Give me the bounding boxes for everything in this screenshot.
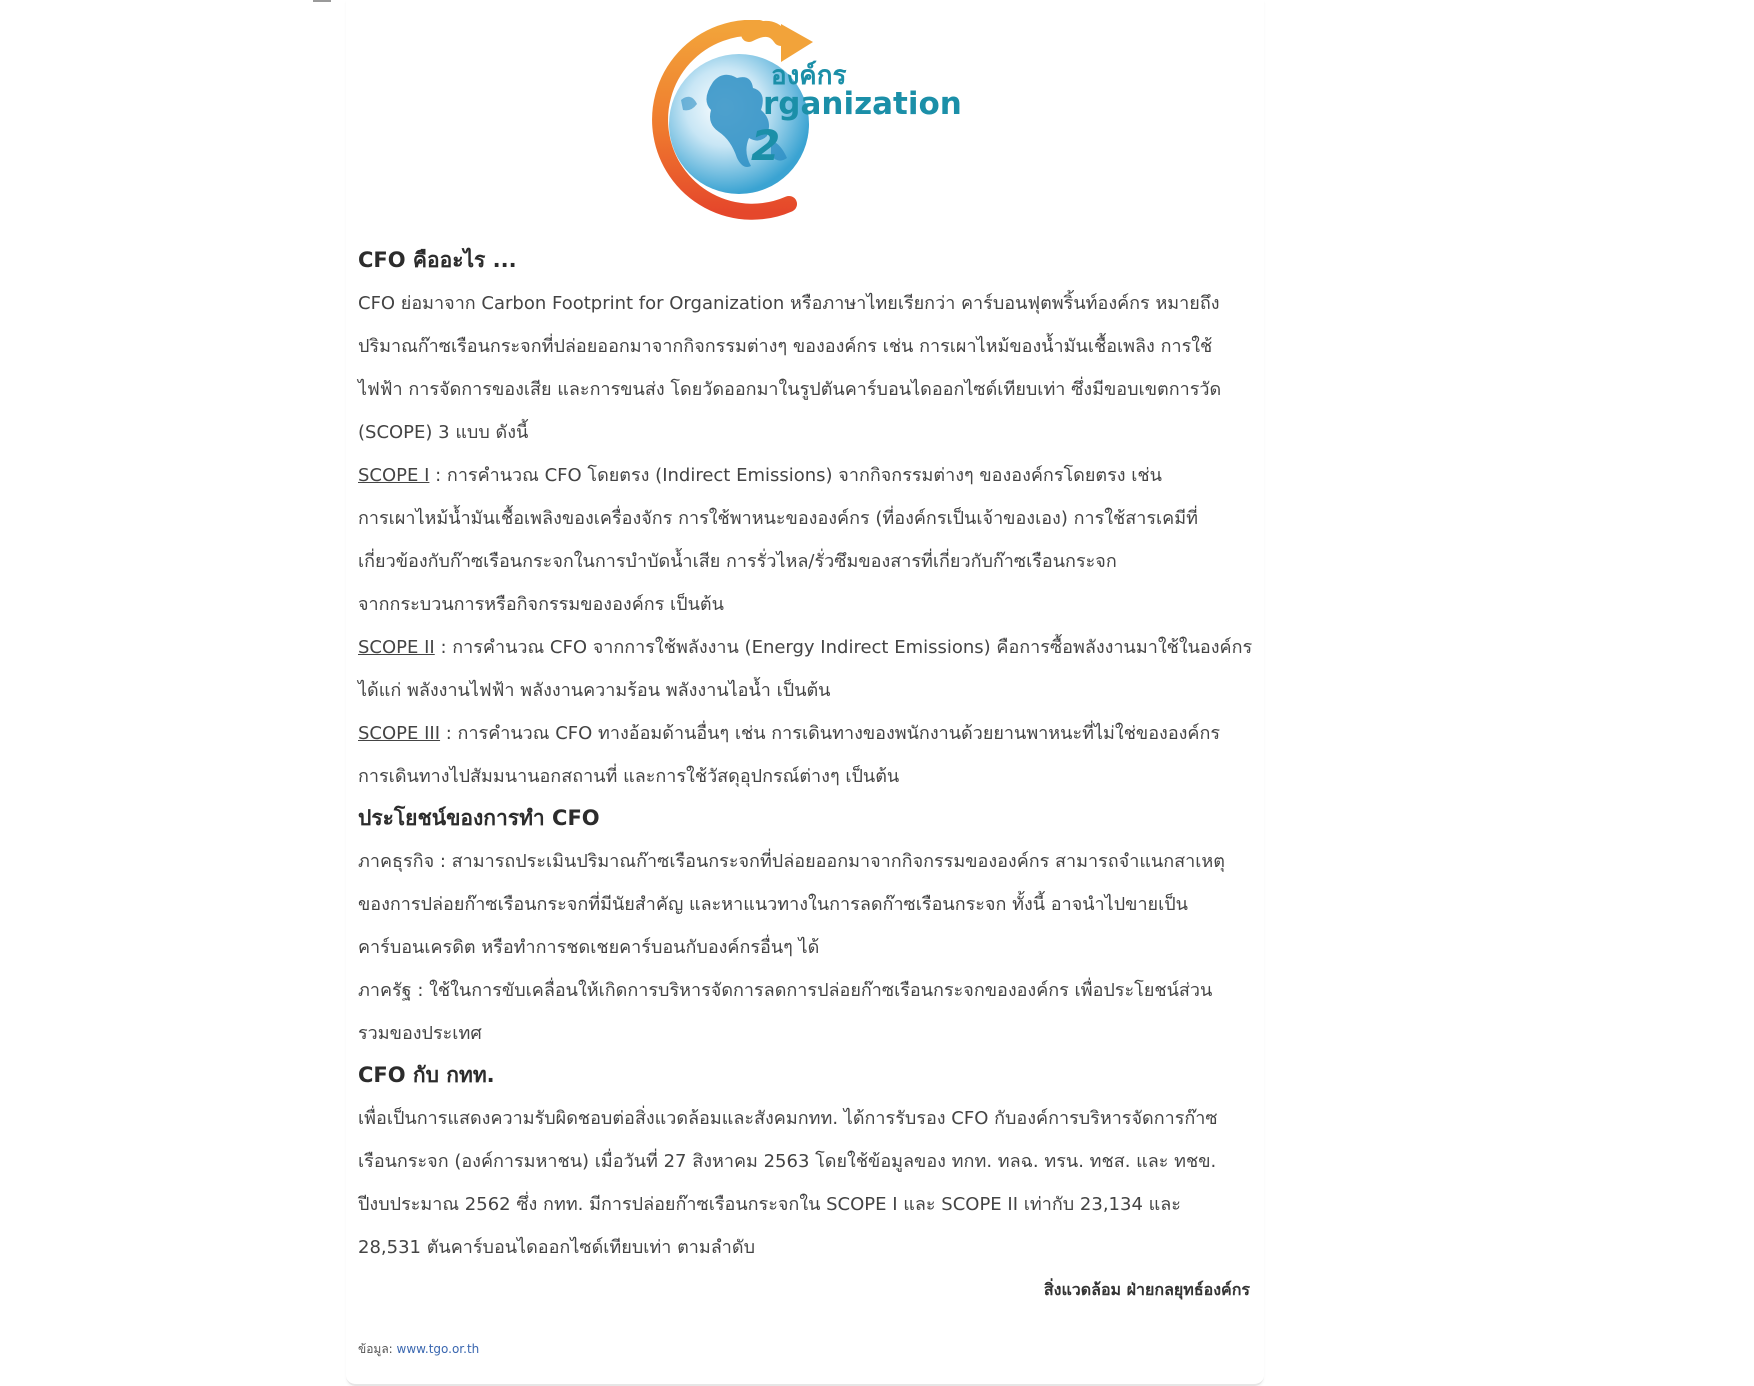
organization-logo [621,20,991,242]
section-heading-cfo-pat: CFO กับ กทท. [358,1063,495,1087]
section-heading-what-is-cfo: CFO คืออะไร ... [358,248,517,272]
paragraph-line: รวมของประเทศ [358,1023,482,1044]
paragraph-line: ไฟฟ้า การจัดการของเสีย และการขนส่ง โดยวัดออกมาในรูปตันคาร์บอนไดออกไซด์เทียบเท่า ซึ่งมีขอบเขตการวัด [358,379,1222,400]
article-signature: สิ่งแวดล้อม ฝ่ายกลยุทธ์องค์กร [1043,1280,1250,1299]
scope-3-label: SCOPE III [358,723,441,744]
paragraph-line: 28,531 ตันคาร์บอนไดออกไซด์เทียบเท่า ตามลำดับ [358,1237,756,1258]
article-card [346,0,1264,1386]
scope-2-text: : การคำนวณ CFO จากการใช้พลังงาน (Energy Indirect Emissions) คือการซื้อพลังงานมาใช้ในองค์กร [434,637,1253,658]
paragraph-line: การเผาไหม้น้ำมันเชื้อเพลิงของเครื่องจักร การใช้พาหนะขององค์กร (ที่องค์กรเป็นเจ้าของเอง) การใช้สารเคมีที่ [358,508,1198,529]
paragraph-line: ภาคธุรกิจ : สามารถประเมินปริมาณก๊าซเรือนกระจกที่ปล่อยออกมาจากกิจกรรมขององค์กร สามารถจำแนกสาเหตุ [358,851,1225,872]
paragraph-line: ภาครัฐ : ใช้ในการขับเคลื่อนให้เกิดการบริหารจัดการลดการปล่อยก๊าซเรือนกระจกขององค์กร เพื่อประโยชน์ส่วน [358,980,1213,1001]
paragraph-line: การเดินทางไปสัมมนานอกสถานที่ และการใช้วัสดุอุปกรณ์ต่างๆ เป็นต้น [358,766,900,787]
scope-1-label: SCOPE I [358,465,430,486]
arrow-head-icon [781,24,813,62]
paragraph-line: เกี่ยวข้องกับก๊าซเรือนกระจกในการบำบัดน้ำเสีย การรั่วไหล/รั่วซึมของสารที่เกี่ยวกับก๊าซเรือนกระจก [358,551,1117,572]
logo-graphic [621,20,991,242]
paragraph-line: CFO ย่อมาจาก Carbon Footprint for Organization หรือภาษาไทยเรียกว่า คาร์บอนฟุตพริ้นท์องค์กร หมายถึง [358,293,1220,314]
top-edge-mark [313,0,331,2]
paragraph-line: เรือนกระจก (องค์การมหาชน) เมื่อวันที่ 27 สิงหาคม 2563 โดยใช้ข้อมูลของ ทกท. ทลฉ. ทรน. ทชส. และ ทชข. [358,1151,1217,1172]
paragraph-line: เพื่อเป็นการแสดงความรับผิดชอบต่อสิ่งแวดล้อมและสังคมกทท. ได้การรับรอง CFO กับองค์การบริหารจัดการก๊าซ [358,1108,1218,1129]
paragraph-line: ปริมาณก๊าซเรือนกระจกที่ปล่อยออกมาจากกิจกรรมต่างๆ ขององค์กร เช่น การเผาไหม้ของน้ำมันเชื้อเพลิง การใช้ [358,336,1213,357]
scope-1-line [358,454,1258,497]
scope-2-line [358,626,1258,669]
logo-thai-text: องค์กร [771,61,847,91]
article-content [358,240,1258,1269]
paragraph-line: ของการปล่อยก๊าซเรือนกระจกที่มีนัยสำคัญ และหาแนวทางในการลดก๊าซเรือนกระจก ทั้งนี้ อาจนำไปขายเป็น [358,894,1188,915]
source-link[interactable]: www.tgo.or.th [396,1342,480,1356]
paragraph-line: ได้แก่ พลังงานไฟฟ้า พลังงานความร้อน พลังงานไอน้ำ เป็นต้น [358,680,831,701]
scope-3-text: : การคำนวณ CFO ทางอ้อมด้านอื่นๆ เช่น การเดินทางของพนักงานด้วยยานพาหนะที่ไม่ใช่ขององค์กร [440,723,1221,744]
paragraph-line: จากกระบวนการหรือกิจกรรมขององค์กร เป็นต้น [358,594,724,615]
scope-3-line [358,712,1258,755]
paragraph-line: ปีงบประมาณ 2562 ซึ่ง กทท. มีการปล่อยก๊าซเรือนกระจกใน SCOPE I และ SCOPE II เท่ากับ 23,134 และ [358,1194,1181,1215]
source-label: ข้อมูล: [358,1342,397,1356]
source-credit [358,1340,479,1359]
paragraph-line: (SCOPE) 3 แบบ ดังนี้ [358,422,529,443]
scope-1-text: : การคำนวณ CFO โดยตรง (Indirect Emissions) จากกิจกรรมต่างๆ ขององค์กรโดยตรง เช่น [429,465,1162,486]
section-heading-benefits: ประโยชน์ของการทำ CFO [358,806,600,830]
scope-2-label: SCOPE II [358,637,435,658]
logo-english-text: rganization [763,86,962,122]
logo-subscript: 2 [751,121,781,170]
paragraph-line: คาร์บอนเครดิต หรือทำการชดเชยคาร์บอนกับองค์กรอื่นๆ ได้ [358,937,820,958]
